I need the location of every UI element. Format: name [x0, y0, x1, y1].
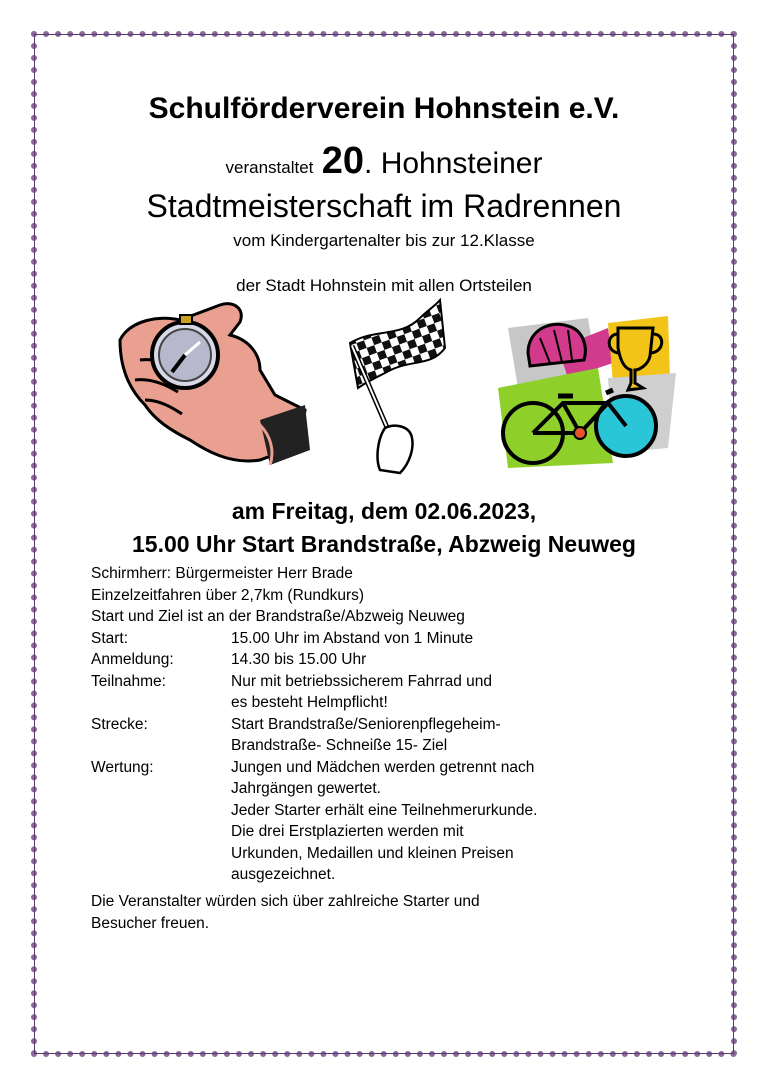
detail-value-line: Die drei Erstplazierten werden mit — [231, 823, 464, 840]
detail-value — [231, 714, 501, 757]
detail-value-line: es besteht Helmpflicht! — [231, 694, 388, 711]
detail-value-line: Brandstraße- Schneiße 15- Ziel — [231, 737, 448, 754]
detail-row-route — [91, 714, 537, 757]
detail-value-line: Jungen und Mädchen werden getrennt nach — [231, 758, 535, 776]
format-line: Einzelzeitfahren über 2,7km (Rundkurs) — [91, 586, 365, 604]
detail-row-participation — [91, 671, 537, 714]
detail-value — [231, 757, 537, 886]
event-date: am Freitag, dem 02.06.2023, — [231, 498, 537, 524]
detail-row-scoring — [91, 757, 537, 886]
detail-label: Wertung: — [91, 758, 154, 776]
age-range: vom Kindergartenalter bis zur 12.Klasse — [233, 231, 535, 250]
edition-number: 20 — [321, 140, 365, 182]
detail-label: Teilnahme: — [91, 672, 166, 690]
verb-text: veranstaltet — [225, 158, 314, 177]
detail-label: Strecke: — [91, 715, 148, 733]
detail-label: Start: — [91, 629, 129, 647]
detail-value — [231, 649, 366, 671]
organizer-heading: Schulförderverein Hohnstein e.V. — [148, 92, 620, 125]
scope-text: der Stadt Hohnstein mit allen Ortsteilen — [236, 276, 532, 295]
detail-value — [231, 628, 473, 650]
closing-text — [91, 891, 480, 934]
title-line-2: Stadtmeisterschaft im Radrennen — [146, 188, 622, 224]
closing-line-2: Besucher freuen. — [91, 914, 210, 932]
event-details — [91, 563, 537, 886]
detail-value-line: Jahrgängen gewertet. — [231, 780, 381, 797]
detail-value-line: Start Brandstraße/Seniorenpflegeheim- — [231, 715, 501, 733]
patron-line: Schirmherr: Bürgermeister Herr Brade — [91, 565, 353, 582]
location-line: Start und Ziel ist an der Brandstraße/Abzweig Neuweg — [91, 608, 465, 625]
detail-value-line: 14.30 bis 15.00 Uhr — [231, 651, 367, 668]
detail-row-start — [91, 628, 537, 650]
detail-label: Anmeldung: — [91, 651, 174, 668]
bicycle-helmet-trophy-icon — [488, 308, 676, 473]
event-start: 15.00 Uhr Start Brandstraße, Abzweig Neuweg — [131, 531, 636, 557]
detail-row-registration — [91, 649, 537, 671]
title-line-1 — [0, 140, 768, 183]
title-rest: . Hohnsteiner — [364, 147, 543, 180]
detail-value-line: 15.00 Uhr im Abstand von 1 Minute — [231, 629, 474, 647]
detail-value — [231, 671, 492, 714]
closing-line-1: Die Veranstalter würden sich über zahlreiche Starter und — [91, 893, 480, 910]
detail-value-line: ausgezeichnet. — [231, 866, 336, 883]
detail-value-line: Jeder Starter erhält eine Teilnehmerurkunde. — [231, 801, 538, 819]
detail-value-line: Urkunden, Medaillen und kleinen Preisen — [231, 844, 514, 862]
detail-value-line: Nur mit betriebssicherem Fahrrad und — [231, 672, 493, 690]
checkered-flag-icon — [340, 298, 450, 476]
stopwatch-hand-icon — [110, 300, 310, 470]
